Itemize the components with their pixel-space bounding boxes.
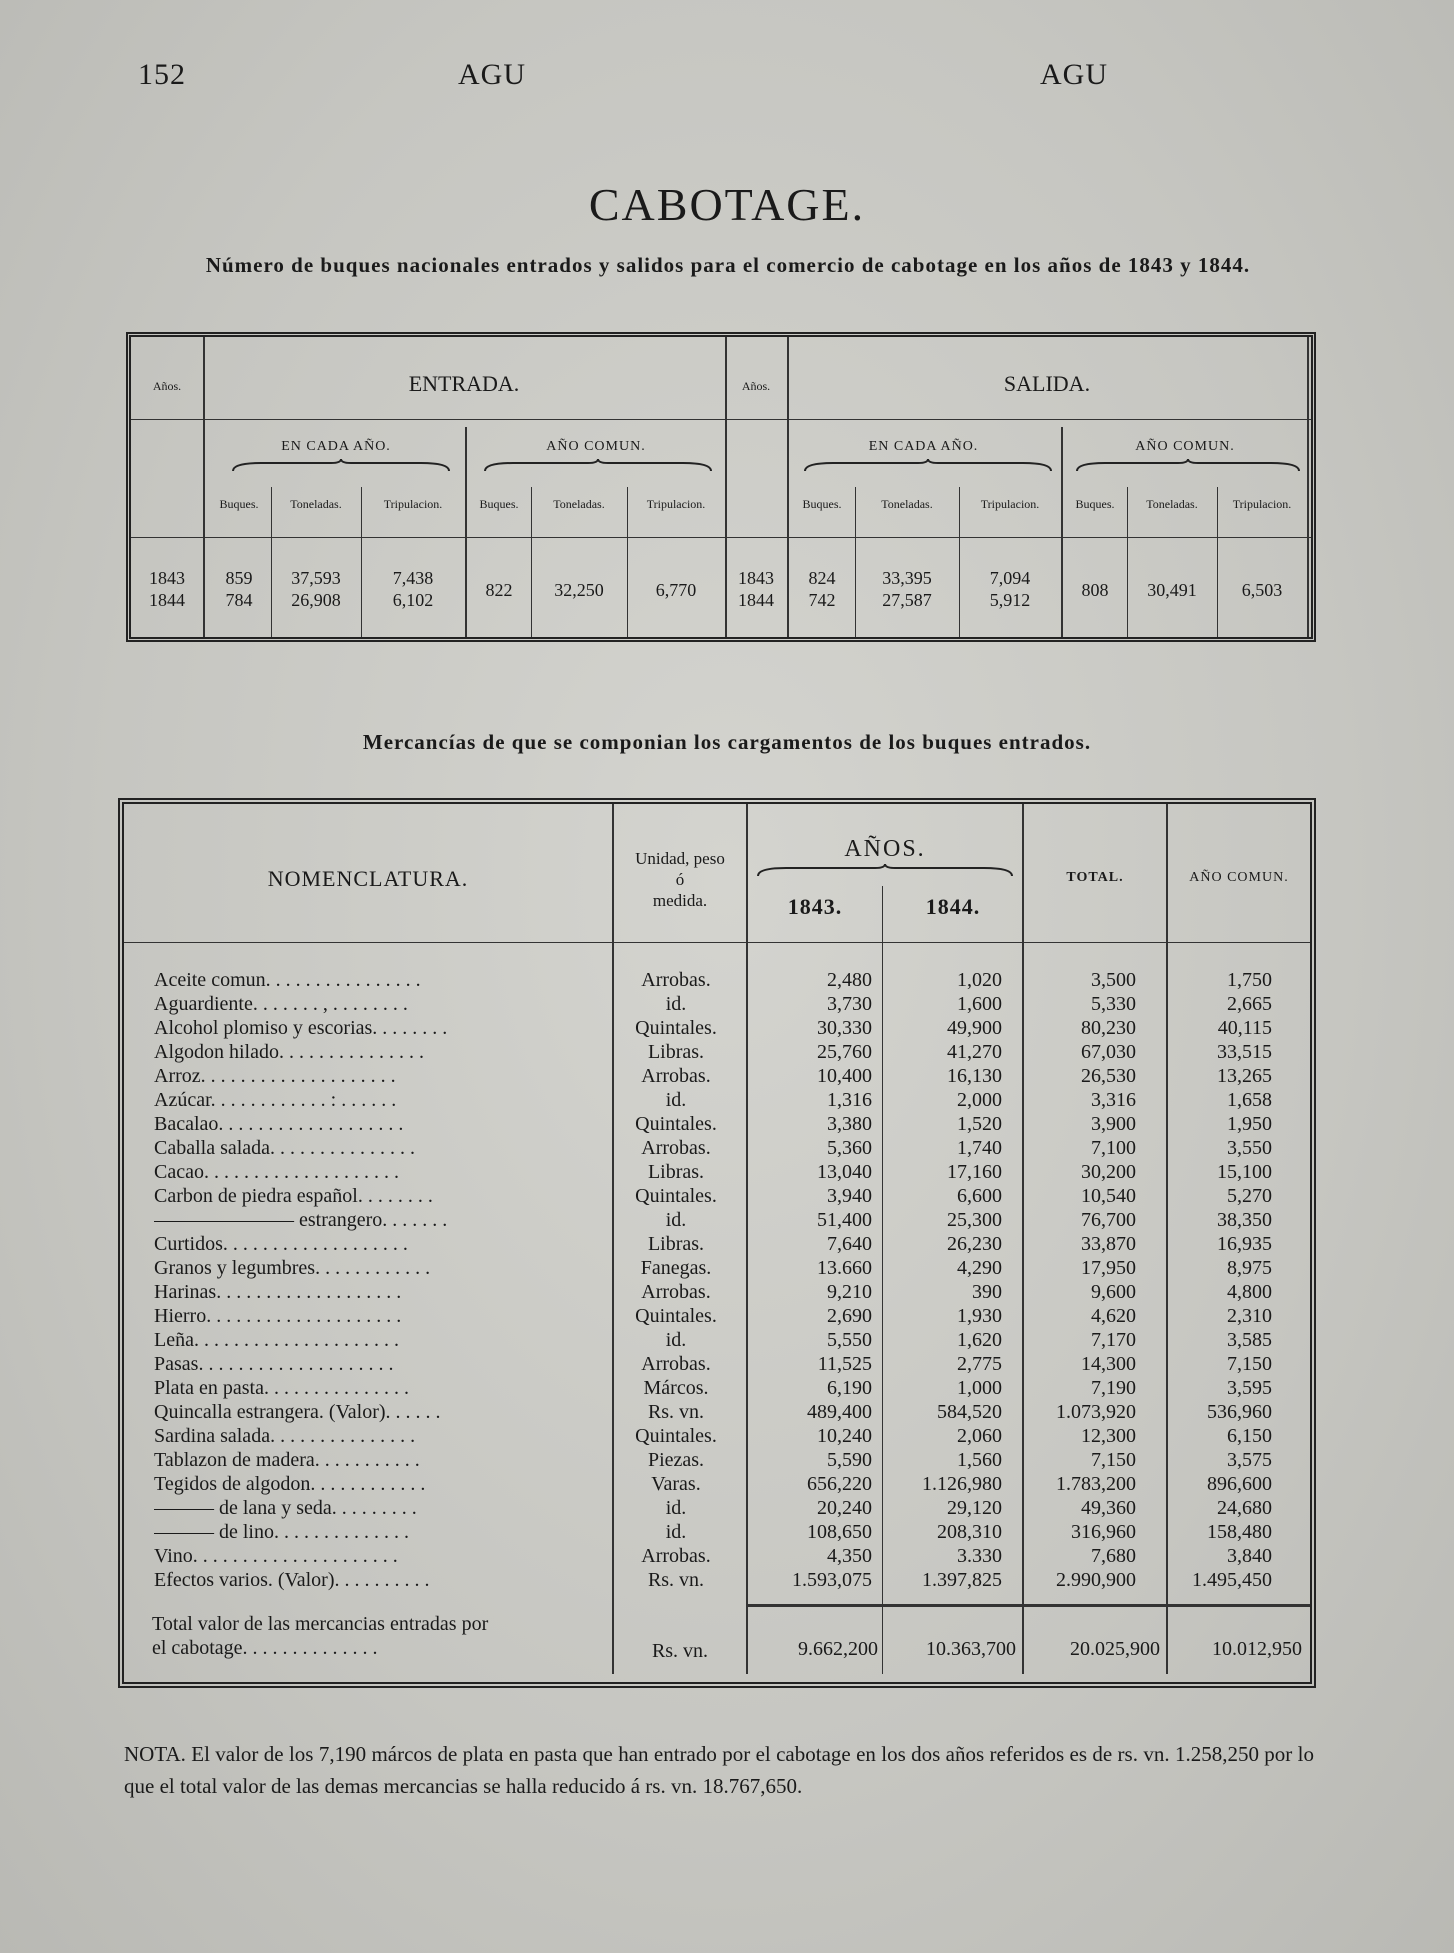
value-ano-comun: 4,800 — [1227, 1281, 1272, 1303]
item-unit: id. — [665, 1089, 687, 1111]
value-ano-comun: 1,950 — [1227, 1113, 1272, 1135]
value-1843: 1,316 — [827, 1089, 872, 1111]
entrada-comun-tripulacion: 6,770 — [655, 580, 697, 600]
value-1843: 5,360 — [827, 1137, 872, 1159]
value-total: 3,500 — [1091, 969, 1136, 991]
value-1843: 51,400 — [817, 1209, 872, 1231]
value-1843: 7,640 — [827, 1233, 872, 1255]
value-1843: 9,210 — [827, 1281, 872, 1303]
value-total: 26,530 — [1081, 1065, 1136, 1087]
value-total: 316,960 — [1071, 1521, 1136, 1543]
brace — [231, 459, 451, 473]
value-1844: 3.330 — [957, 1545, 1002, 1567]
header-1843: 1843. — [787, 894, 843, 919]
item-unit: Rs. vn. — [647, 1401, 705, 1423]
value-ano-comun: 1,658 — [1227, 1089, 1272, 1111]
divider — [1061, 427, 1063, 637]
item-name: Bacalao. . . . . . . . . . . . . . . . . . . — [154, 1113, 404, 1135]
item-unit: Quintales. — [635, 1113, 717, 1135]
value-1844: 584,520 — [937, 1401, 1002, 1423]
table-row — [154, 1280, 1284, 1304]
value-1843: 3,730 — [827, 993, 872, 1015]
value-ano-comun: 3,585 — [1227, 1329, 1272, 1351]
ano-comun-salida: AÑO COMUN. — [1135, 439, 1235, 454]
table-row — [154, 1184, 1284, 1208]
header-unidad: Unidad, peso ó medida. — [635, 849, 725, 910]
brace — [483, 459, 713, 473]
value-1843: 13.660 — [817, 1257, 872, 1279]
total-1843: 9.662,200 — [798, 1638, 878, 1660]
table-row — [154, 1496, 1284, 1520]
value-ano-comun: 3,595 — [1227, 1377, 1272, 1399]
col-buques: Buques. — [479, 497, 519, 511]
table-row — [154, 1256, 1284, 1280]
value-1843: 108,650 — [807, 1521, 872, 1543]
value-total: 1.073,920 — [1056, 1401, 1136, 1423]
table-row — [154, 1424, 1284, 1448]
value-ano-comun: 8,975 — [1227, 1257, 1272, 1279]
header-anos: AÑOS. — [844, 836, 926, 862]
item-unit: id. — [665, 1521, 687, 1543]
total-1844: 10.363,700 — [926, 1638, 1016, 1660]
vessels-table — [126, 332, 1316, 642]
value-ano-comun: 7,150 — [1227, 1353, 1272, 1375]
value-1843: 6,190 — [827, 1377, 872, 1399]
table-row — [154, 1568, 1284, 1592]
value-total: 12,300 — [1081, 1425, 1136, 1447]
value-total: 1.783,200 — [1056, 1473, 1136, 1495]
page-number: 152 — [138, 58, 186, 91]
item-unit: Arrobas. — [641, 1065, 711, 1087]
anos-label-entrada: Años. — [152, 379, 182, 393]
value-ano-comun: 3,550 — [1227, 1137, 1272, 1159]
value-ano-comun: 3,840 — [1227, 1545, 1272, 1567]
value-total: 80,230 — [1081, 1017, 1136, 1039]
col-tripulacion: Tripulacion. — [980, 497, 1040, 511]
item-unit: Márcos. — [643, 1377, 709, 1399]
running-head-left: AGU — [458, 58, 526, 91]
anos-label-salida: Años. — [741, 379, 771, 393]
table-row — [154, 1040, 1284, 1064]
brace — [803, 459, 1053, 473]
item-name: Plata en pasta. . . . . . . . . . . . . . . — [154, 1377, 409, 1399]
en-cada-ano-salida: EN CADA AÑO. — [868, 439, 979, 454]
table-row — [154, 1544, 1284, 1568]
value-total: 3,316 — [1091, 1089, 1136, 1111]
item-name: Tablazon de madera. . . . . . . . . . . — [154, 1449, 420, 1471]
value-ano-comun: 3,575 — [1227, 1449, 1272, 1471]
col-toneladas: Toneladas. — [553, 497, 605, 511]
rule — [131, 537, 1311, 538]
value-total: 10,540 — [1081, 1185, 1136, 1207]
value-1843: 2,690 — [827, 1305, 872, 1327]
merchandise-table — [118, 798, 1316, 1688]
value-1844: 1,520 — [957, 1113, 1002, 1135]
col-buques: Buques. — [1075, 497, 1115, 511]
total-comun: 10.012,950 — [1212, 1638, 1302, 1660]
entrada-comun-toneladas: 32,250 — [554, 580, 604, 600]
value-ano-comun: 158,480 — [1207, 1521, 1272, 1543]
value-ano-comun: 24,680 — [1217, 1497, 1272, 1519]
value-1844: 49,900 — [947, 1017, 1002, 1039]
value-1843: 489,400 — [807, 1401, 872, 1423]
value-ano-comun: 1,750 — [1227, 969, 1272, 991]
value-total: 67,030 — [1081, 1041, 1136, 1063]
item-unit: Rs. vn. — [647, 1569, 705, 1591]
item-unit: Libras. — [647, 1041, 705, 1063]
header-total: TOTAL. — [1066, 870, 1124, 885]
value-total: 76,700 — [1081, 1209, 1136, 1231]
running-head-right: AGU — [1040, 58, 1108, 91]
value-1844: 1.126,980 — [922, 1473, 1002, 1495]
value-total: 5,330 — [1091, 993, 1136, 1015]
value-total: 7,170 — [1091, 1329, 1136, 1351]
value-ano-comun: 40,115 — [1217, 1017, 1272, 1039]
item-name: Leña. . . . . . . . . . . . . . . . . . . . . — [154, 1329, 399, 1351]
value-1844: 1.397,825 — [922, 1569, 1002, 1591]
value-total: 17,950 — [1081, 1257, 1136, 1279]
table-row — [154, 1064, 1284, 1088]
salida-comun-buques: 808 — [1081, 580, 1109, 600]
value-total: 49,360 — [1081, 1497, 1136, 1519]
item-unit: Fanegas. — [640, 1257, 712, 1279]
table-row — [154, 1304, 1284, 1328]
salida-comun-tripulacion: 6,503 — [1241, 580, 1283, 600]
item-name: Arroz. . . . . . . . . . . . . . . . . . . . — [154, 1065, 396, 1087]
item-name: Efectos varios. (Valor). . . . . . . . . . — [154, 1569, 430, 1591]
value-ano-comun: 896,600 — [1207, 1473, 1272, 1495]
value-1843: 3,940 — [827, 1185, 872, 1207]
item-name: Hierro. . . . . . . . . . . . . . . . . . . . — [154, 1305, 402, 1327]
item-name: Sardina salada. . . . . . . . . . . . . . . — [154, 1425, 416, 1447]
salida-tripulacion: 7,094 5,912 — [989, 568, 1031, 610]
table-row — [154, 1352, 1284, 1376]
value-1843: 656,220 — [807, 1473, 872, 1495]
item-unit: id. — [665, 993, 687, 1015]
item-name: Azúcar. . . . . . . . . . . . : . . . . . . — [154, 1089, 397, 1111]
value-1843: 11,525 — [817, 1353, 872, 1375]
item-unit: Arrobas. — [641, 969, 711, 991]
table-row — [154, 1448, 1284, 1472]
value-1844: 2,775 — [957, 1353, 1002, 1375]
item-name: ——————— estrangero. . . . . . . — [154, 1209, 448, 1231]
table-row — [154, 1328, 1284, 1352]
table-row — [154, 1376, 1284, 1400]
item-name: Algodon hilado. . . . . . . . . . . . . . . — [154, 1041, 424, 1063]
item-unit: Quintales. — [635, 1185, 717, 1207]
value-1844: 25,300 — [947, 1209, 1002, 1231]
value-1844: 4,290 — [957, 1257, 1002, 1279]
value-1844: 1,740 — [957, 1137, 1002, 1159]
value-1844: 1,020 — [957, 969, 1002, 991]
item-name: Vino. . . . . . . . . . . . . . . . . . . . . — [154, 1545, 398, 1567]
item-name: Granos y legumbres. . . . . . . . . . . . — [154, 1257, 431, 1279]
salida-toneladas: 33,395 27,587 — [882, 568, 932, 610]
value-1843: 30,330 — [817, 1017, 872, 1039]
value-1843: 10,240 — [817, 1425, 872, 1447]
total-total: 20.025,900 — [1070, 1638, 1160, 1660]
item-name: Carbon de piedra español. . . . . . . . — [154, 1185, 433, 1207]
salida-buques: 824 742 — [808, 568, 836, 610]
item-name: Tegidos de algodon. . . . . . . . . . . . — [154, 1473, 426, 1495]
value-1844: 1,600 — [957, 993, 1002, 1015]
value-1844: 26,230 — [947, 1233, 1002, 1255]
col-toneladas: Toneladas. — [881, 497, 933, 511]
value-ano-comun: 16,935 — [1217, 1233, 1272, 1255]
item-unit: Piezas. — [647, 1449, 705, 1471]
entrada-tripulacion: 7,438 6,102 — [392, 568, 434, 610]
table-row — [154, 968, 1284, 992]
value-1844: 16,130 — [947, 1065, 1002, 1087]
value-1843: 3,380 — [827, 1113, 872, 1135]
item-unit: Libras. — [647, 1161, 705, 1183]
item-unit: Quintales. — [635, 1017, 717, 1039]
value-1844: 29,120 — [947, 1497, 1002, 1519]
value-total: 7,190 — [1091, 1377, 1136, 1399]
years-salida: 1843 1844 — [738, 568, 774, 610]
value-1844: 1,560 — [957, 1449, 1002, 1471]
item-name: Alcohol plomiso y escorias. . . . . . . . — [154, 1017, 448, 1039]
item-name: Aceite comun. . . . . . . . . . . . . . . . — [154, 969, 421, 991]
col-buques: Buques. — [219, 497, 259, 511]
table-row — [154, 1160, 1284, 1184]
table-row — [154, 1208, 1284, 1232]
total-rule — [746, 1604, 1310, 1607]
value-ano-comun: 536,960 — [1207, 1401, 1272, 1423]
table1-caption: Número de buques nacionales entrados y salidos para el comercio de cabotage en los años de 1843 y 1844. — [205, 253, 1251, 277]
footnote: NOTA. El valor de los 7,190 márcos de plata en pasta que han entrado por el cabotage en los dos años referidos es de rs. vn. 1.258,250 por lo que el total valor de las demas mercancias se halla reducido á rs. vn. 18.767,650. — [124, 1742, 1314, 1798]
en-cada-ano-entrada: EN CADA AÑO. — [281, 439, 391, 454]
value-total: 7,680 — [1091, 1545, 1136, 1567]
value-1843: 20,240 — [817, 1497, 872, 1519]
ano-comun-entrada: AÑO COMUN. — [546, 439, 646, 454]
value-total: 7,100 — [1091, 1137, 1136, 1159]
item-unit: Arrobas. — [641, 1281, 711, 1303]
salida-comun-toneladas: 30,491 — [1147, 580, 1197, 600]
value-ano-comun: 2,665 — [1227, 993, 1272, 1015]
table-row — [154, 1088, 1284, 1112]
item-name: Curtidos. . . . . . . . . . . . . . . . . . . — [154, 1233, 408, 1255]
item-name: Pasas. . . . . . . . . . . . . . . . . . . . — [154, 1353, 394, 1375]
page-title: CABOTAGE. — [588, 179, 866, 230]
table-row — [154, 992, 1284, 1016]
value-1844: 2,000 — [957, 1089, 1002, 1111]
value-total: 7,150 — [1091, 1449, 1136, 1471]
table-row — [154, 1400, 1284, 1424]
item-name: Aguardiente. . . . . . . , . . . . . . . . — [154, 993, 408, 1015]
item-name: Harinas. . . . . . . . . . . . . . . . . . . — [154, 1281, 402, 1303]
value-1844: 1,000 — [957, 1377, 1002, 1399]
value-ano-comun: 5,270 — [1227, 1185, 1272, 1207]
value-ano-comun: 15,100 — [1217, 1161, 1272, 1183]
item-name: Quincalla estrangera. (Valor). . . . . . — [154, 1401, 441, 1423]
value-total: 2.990,900 — [1056, 1569, 1136, 1591]
value-total: 30,200 — [1081, 1161, 1136, 1183]
years-entrada: 1843 1844 — [149, 568, 185, 610]
value-total: 33,870 — [1081, 1233, 1136, 1255]
item-name: Cacao. . . . . . . . . . . . . . . . . . . . — [154, 1161, 399, 1183]
item-name: ——— de lana y seda. . . . . . . . . — [154, 1497, 417, 1519]
table-row — [154, 1112, 1284, 1136]
item-unit: id. — [665, 1329, 687, 1351]
item-name: ——— de lino. . . . . . . . . . . . . . — [154, 1521, 409, 1543]
value-ano-comun: 38,350 — [1217, 1209, 1272, 1231]
item-unit: Varas. — [651, 1473, 701, 1495]
value-1844: 390 — [972, 1281, 1002, 1303]
col-toneladas: Toneladas. — [1146, 497, 1198, 511]
value-1844: 41,270 — [947, 1041, 1002, 1063]
table-row — [154, 1016, 1284, 1040]
value-1844: 1,930 — [957, 1305, 1002, 1327]
item-name: Caballa salada. . . . . . . . . . . . . . . — [154, 1137, 416, 1159]
value-ano-comun: 1.495,450 — [1192, 1569, 1272, 1591]
value-1844: 6,600 — [957, 1185, 1002, 1207]
table-row — [154, 1520, 1284, 1544]
value-total: 14,300 — [1081, 1353, 1136, 1375]
total-unit: Rs. vn. — [651, 1640, 709, 1662]
value-1843: 5,550 — [827, 1329, 872, 1351]
entrada-comun-buques: 822 — [485, 580, 513, 600]
item-unit: Libras. — [647, 1233, 705, 1255]
value-1844: 208,310 — [937, 1521, 1002, 1543]
value-total: 9,600 — [1091, 1281, 1136, 1303]
value-1844: 2,060 — [957, 1425, 1002, 1447]
value-total: 4,620 — [1091, 1305, 1136, 1327]
header-1844: 1844. — [925, 894, 981, 919]
table-row — [154, 1232, 1284, 1256]
item-unit: Arrobas. — [641, 1137, 711, 1159]
table2-caption: Mercancías de que se componian los cargamentos de los buques entrados. — [362, 730, 1092, 754]
header-ano-comun: AÑO COMUN. — [1189, 870, 1289, 885]
col-tripulacion: Tripulacion. — [383, 497, 443, 511]
entrada-toneladas: 37,593 26,908 — [291, 568, 341, 610]
table-row — [154, 1472, 1284, 1496]
brace — [756, 864, 1014, 878]
item-unit: id. — [665, 1497, 687, 1519]
item-unit: Arrobas. — [641, 1353, 711, 1375]
value-total: 3,900 — [1091, 1113, 1136, 1135]
value-1843: 10,400 — [817, 1065, 872, 1087]
brace — [1075, 459, 1301, 473]
header-nomenclatura: NOMENCLATURA. — [267, 866, 469, 891]
item-unit: id. — [665, 1209, 687, 1231]
divider — [1307, 337, 1309, 637]
col-toneladas: Toneladas. — [290, 497, 342, 511]
value-ano-comun: 6,150 — [1227, 1425, 1272, 1447]
col-tripulacion: Tripulacion. — [646, 497, 706, 511]
rule — [124, 942, 1310, 943]
value-1844: 17,160 — [947, 1161, 1002, 1183]
value-ano-comun: 2,310 — [1227, 1305, 1272, 1327]
value-1843: 5,590 — [827, 1449, 872, 1471]
value-1843: 4,350 — [827, 1545, 872, 1567]
col-tripulacion: Tripulacion. — [1232, 497, 1292, 511]
value-ano-comun: 33,515 — [1217, 1041, 1272, 1063]
col-buques: Buques. — [802, 497, 842, 511]
item-unit: Quintales. — [635, 1425, 717, 1447]
value-1844: 1,620 — [957, 1329, 1002, 1351]
entrada-heading: ENTRADA. — [408, 371, 520, 396]
entrada-buques: 859 784 — [225, 568, 253, 610]
value-1843: 25,760 — [817, 1041, 872, 1063]
value-1843: 2,480 — [827, 969, 872, 991]
rule — [131, 419, 1311, 420]
value-ano-comun: 13,265 — [1217, 1065, 1272, 1087]
item-unit: Quintales. — [635, 1305, 717, 1327]
value-1843: 13,040 — [817, 1161, 872, 1183]
total-label: Total valor de las mercancias entradas por el cabotage. . . . . . . . . . . . . . — [152, 1613, 489, 1659]
table-row — [154, 1136, 1284, 1160]
divider — [465, 427, 467, 637]
salida-heading: SALIDA. — [1003, 371, 1091, 396]
item-unit: Arrobas. — [641, 1545, 711, 1567]
value-1843: 1.593,075 — [792, 1569, 872, 1591]
